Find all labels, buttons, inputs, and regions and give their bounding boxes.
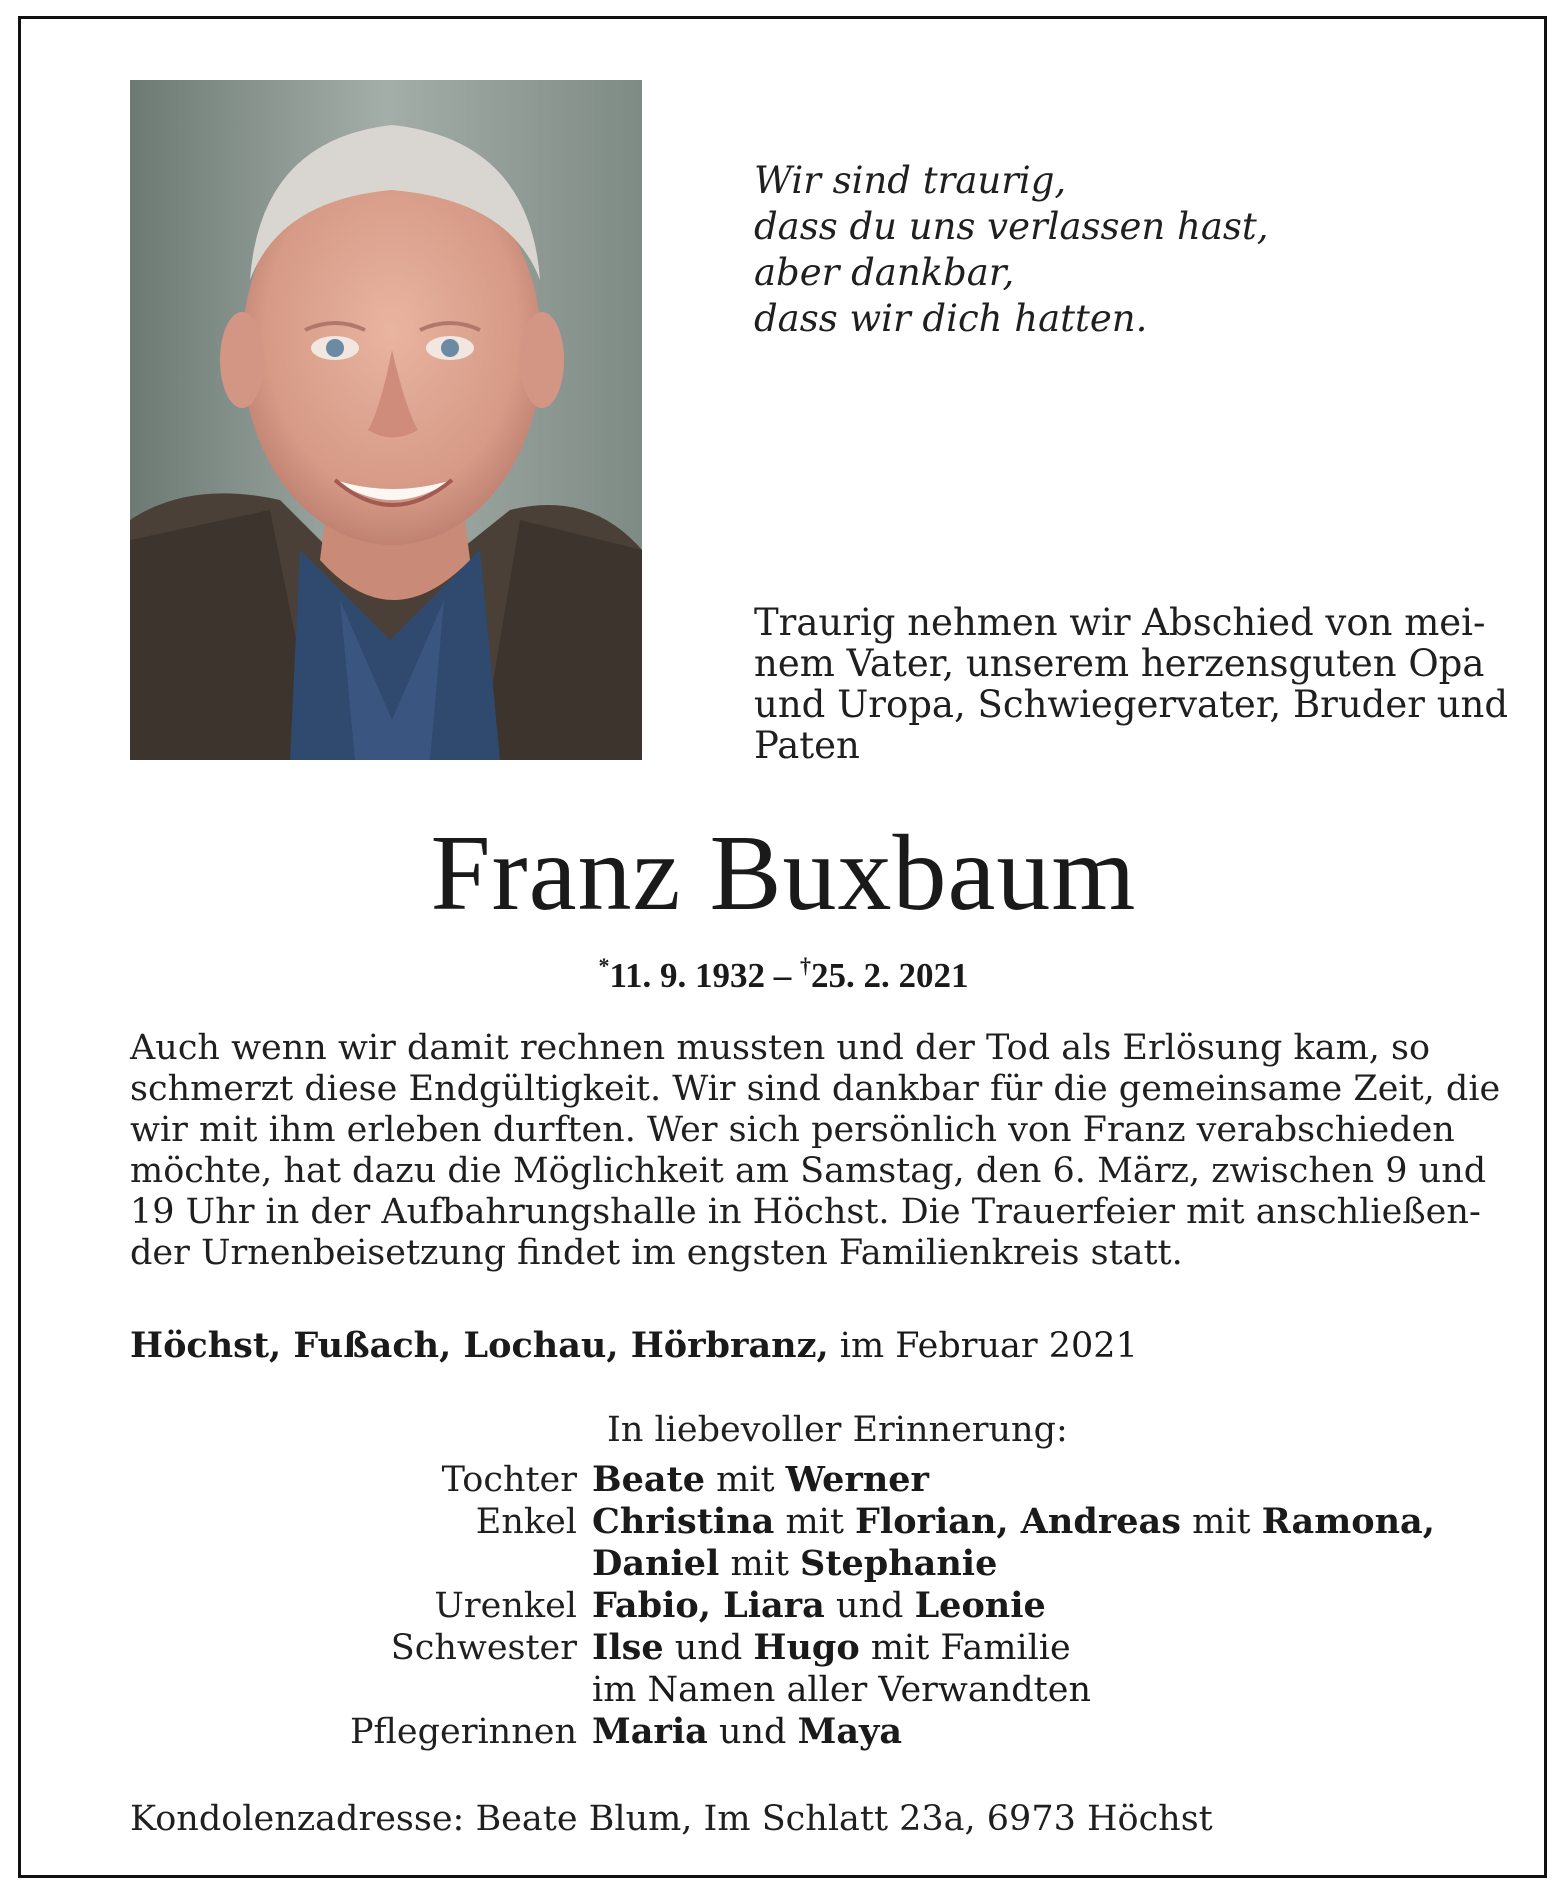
birth-date: 11. 9. 1932 <box>609 956 766 995</box>
mourner-connector: mit Familie <box>859 1628 1071 1668</box>
body-line: möchte, hat dazu die Möglichkeit am Samstag, den 6. März, zwischen 9 und <box>130 1151 1487 1191</box>
birth-symbol: * <box>598 953 610 978</box>
body-line: der Urnenbeisetzung findet im engsten Familienkreis statt. <box>130 1233 1183 1273</box>
intro-line: Traurig nehmen wir Abschied von mei- <box>754 601 1486 644</box>
deceased-name: Franz Buxbaum <box>430 814 1137 933</box>
mourner-names <box>592 1543 1450 1585</box>
intro-line: nem Vater, unserem herzensguten Opa <box>754 642 1485 685</box>
mourner-name: Werner <box>785 1459 929 1500</box>
remembrance-heading: In liebevoller Erinnerung: <box>607 1410 1068 1450</box>
intro-line: Paten <box>754 724 860 767</box>
mourner-row <box>130 1543 1450 1585</box>
mourner-relation: Schwester <box>390 1628 577 1668</box>
intro-line: und Uropa, Schwiegervater, Bruder und <box>754 683 1509 726</box>
mourner-connector: mit <box>704 1460 786 1500</box>
mourner-names <box>592 1459 1450 1501</box>
mourner-names <box>592 1585 1450 1627</box>
mourner-name: Christina <box>592 1501 775 1542</box>
memorial-quote <box>754 158 1269 342</box>
mourner-name: Beate <box>592 1459 705 1500</box>
mourner-names <box>592 1669 1450 1711</box>
body-paragraph <box>130 1028 1501 1274</box>
mourners-list <box>130 1459 1450 1753</box>
mourner-relation: Urenkel <box>434 1586 577 1626</box>
body-line: schmerzt diese Endgültigkeit. Wir sind dankbar für die gemeinsame Zeit, die <box>130 1069 1501 1109</box>
place-date: im Februar 2021 <box>828 1326 1138 1366</box>
mourner-relation <box>130 1669 592 1711</box>
mourner-names <box>592 1627 1450 1669</box>
mourner-connector: mit <box>1180 1502 1262 1542</box>
body-line: wir mit ihm erleben durften. Wer sich persönlich von Franz verabschieden <box>130 1110 1455 1150</box>
mourner-relation: Enkel <box>475 1502 577 1542</box>
mourner-row <box>130 1459 1450 1501</box>
place-and-date <box>130 1325 1138 1367</box>
mourner-name: Maria <box>592 1711 708 1752</box>
mourner-name: Fabio, Liara <box>592 1585 825 1626</box>
mourner-name: Stephanie <box>800 1543 998 1584</box>
life-dates <box>0 944 1567 998</box>
mourner-name: Leonie <box>914 1585 1046 1626</box>
body-line: 19 Uhr in der Aufbahrungshalle in Höchst. Die Trauerfeier mit anschließen- <box>130 1192 1481 1232</box>
quote-line: Wir sind traurig, <box>754 159 1067 202</box>
mourner-names <box>592 1711 1450 1753</box>
mourner-name: Ramona, <box>1261 1501 1435 1542</box>
mourner-name: Hugo <box>753 1627 860 1668</box>
portrait-photo <box>130 80 642 760</box>
mourner-name: Florian, Andreas <box>855 1501 1181 1542</box>
mourner-row <box>130 1711 1450 1753</box>
mourner-row <box>130 1669 1450 1711</box>
mourner-row <box>130 1585 1450 1627</box>
mourner-connector: und <box>824 1586 915 1626</box>
mourner-connector: und <box>663 1628 754 1668</box>
mourner-connector: mit <box>774 1502 856 1542</box>
mourner-relation: Pflegerinnen <box>350 1712 577 1752</box>
date-separator: – <box>765 956 801 995</box>
mourner-row <box>130 1627 1450 1669</box>
condolence-address: Kondolenzadresse: Beate Blum, Im Schlatt 23a, 6973 Höchst <box>130 1799 1213 1839</box>
mourner-names <box>592 1501 1450 1543</box>
mourner-name: Ilse <box>592 1627 664 1668</box>
mourner-connector: mit <box>719 1544 801 1584</box>
quote-line: aber dankbar, <box>754 251 1015 294</box>
death-date: 25. 2. 2021 <box>811 956 969 995</box>
place-towns: Höchst, Fußach, Lochau, Hörbranz, <box>130 1325 829 1366</box>
mourner-name: Maya <box>797 1711 903 1752</box>
intro-text <box>754 601 1509 767</box>
mourner-connector: im Namen aller Verwandten <box>592 1670 1091 1710</box>
mourner-relation: Tochter <box>441 1460 577 1500</box>
mourner-connector: und <box>707 1712 798 1752</box>
quote-line: dass wir dich hatten. <box>754 297 1148 340</box>
mourner-relation <box>130 1543 592 1585</box>
death-symbol: † <box>800 953 812 978</box>
mourner-row <box>130 1501 1450 1543</box>
body-line: Auch wenn wir damit rechnen mussten und der Tod als Erlösung kam, so <box>130 1028 1431 1068</box>
mourner-name: Daniel <box>592 1543 720 1584</box>
quote-line: dass du uns verlassen hast, <box>754 205 1269 248</box>
